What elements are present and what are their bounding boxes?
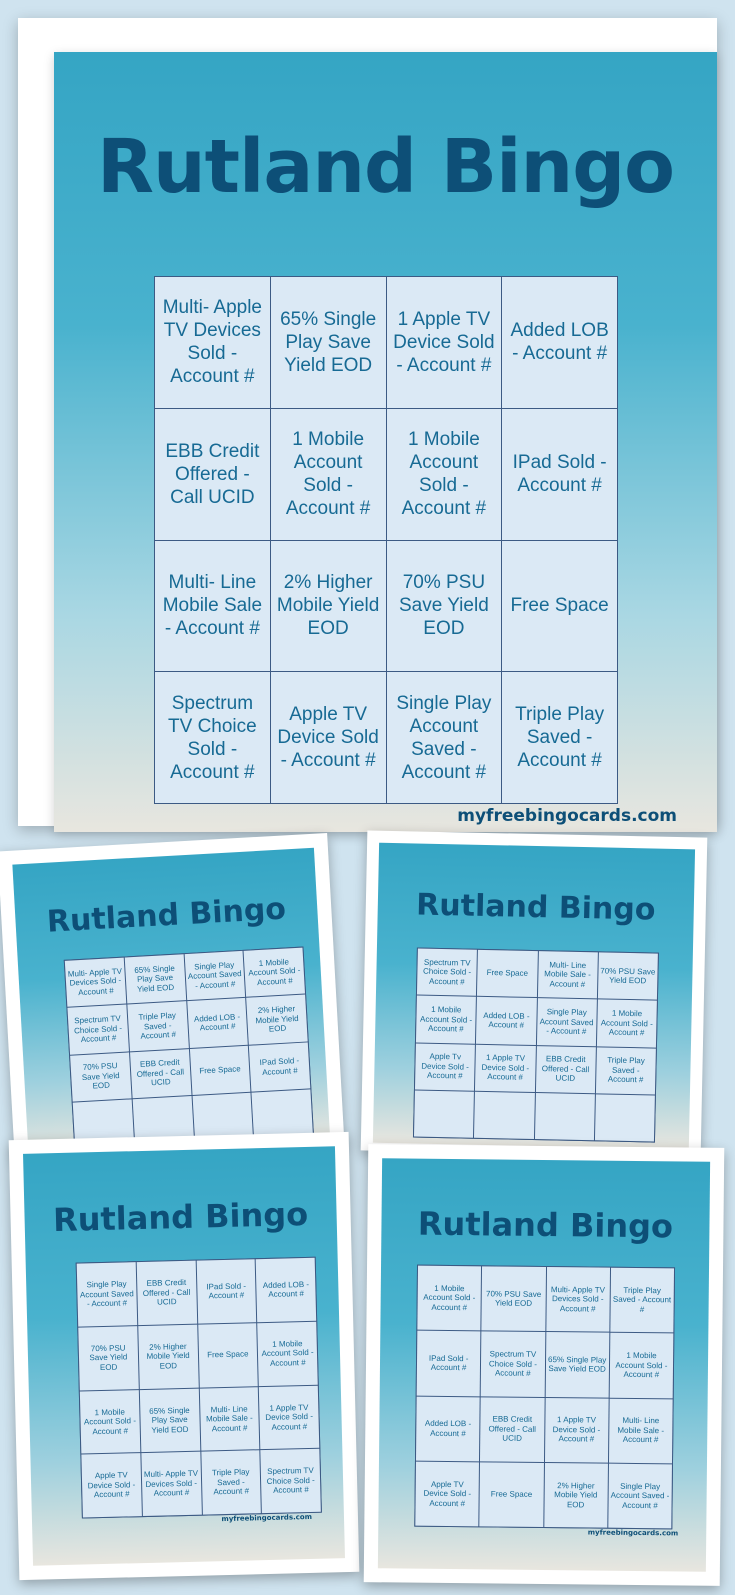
bingo-cell[interactable]: IPad Sold - Account # xyxy=(417,1331,481,1396)
bingo-cell[interactable]: Single Play Account Saved - Account # xyxy=(77,1262,137,1326)
bingo-cell[interactable]: EBB Credit Offered - Call UCID xyxy=(136,1261,196,1325)
bingo-cell[interactable]: EBB Credit Offered - Call UCID xyxy=(130,1049,191,1098)
site-credit: myfreebingocards.com xyxy=(221,1512,313,1524)
bingo-cell[interactable]: 1 Mobile Account Sold - Account # xyxy=(257,1322,317,1386)
thumbnail-bingo-grid xyxy=(413,948,659,1143)
bingo-cell[interactable]: 70% PSU Save Yield EOD xyxy=(598,952,658,999)
bingo-cell[interactable]: 2% Higher Mobile Yield EOD xyxy=(271,541,386,672)
bingo-cell[interactable]: Apple Tv Device Sold - Account # xyxy=(415,1043,475,1090)
thumbnail-bingo-grid xyxy=(64,947,314,1150)
bingo-cell[interactable]: Spectrum TV Choice Sold - Account # xyxy=(261,1449,321,1513)
bingo-cell[interactable]: Single Play Account Saved - Account # xyxy=(608,1463,672,1528)
bingo-cell[interactable]: Single Play Account Saved - Account # xyxy=(387,672,502,803)
main-bingo-card xyxy=(18,18,717,826)
bingo-cell[interactable]: 1 Apple TV Device Sold - Account # xyxy=(475,1044,535,1091)
bingo-cell[interactable]: Triple Play Saved - Account # xyxy=(502,672,617,803)
thumbnail-bingo-grid xyxy=(414,1265,675,1530)
bingo-cell[interactable]: Single Play Account Saved - Account # xyxy=(536,998,596,1045)
bingo-cell[interactable]: 1 Mobile Account Sold - Account # xyxy=(597,1000,657,1047)
bingo-cell[interactable]: 70% PSU Save Yield EOD xyxy=(78,1326,138,1390)
bingo-cell[interactable] xyxy=(534,1093,594,1140)
bingo-cell[interactable] xyxy=(595,1094,655,1141)
thumbnail-title: Rutland Bingo xyxy=(46,891,287,940)
bingo-cell[interactable]: 70% PSU Save Yield EOD xyxy=(387,541,502,672)
thumbnail-card-background xyxy=(378,1158,710,1571)
bingo-cell[interactable]: 2% Higher Mobile Yield EOD xyxy=(544,1463,608,1528)
bingo-cell[interactable]: 1 Apple TV Device Sold - Account # xyxy=(387,277,502,408)
thumbnail-card-background xyxy=(23,1146,345,1565)
bingo-cell[interactable]: Spectrum TV Choice Sold - Account # xyxy=(155,672,270,803)
bingo-cell[interactable] xyxy=(474,1092,534,1139)
thumbnail-title: Rutland Bingo xyxy=(415,887,656,928)
bingo-cell[interactable]: Added LOB - Account # xyxy=(256,1258,316,1322)
bingo-cell[interactable]: Triple Play Saved - Account # xyxy=(127,1001,188,1050)
bingo-cell[interactable]: 1 Mobile Account Sold - Account # xyxy=(80,1390,140,1454)
bingo-cell[interactable] xyxy=(252,1089,313,1138)
thumbnail-card-3[interactable] xyxy=(9,1132,360,1580)
bingo-cell[interactable]: Triple Play Saved - Account # xyxy=(596,1047,656,1094)
bingo-cell[interactable]: Added LOB - Account # xyxy=(187,998,248,1047)
thumbnail-card-1[interactable] xyxy=(0,833,344,1161)
bingo-cell[interactable]: Single Play Account Saved - Account # xyxy=(184,951,245,1000)
bingo-cell[interactable]: Multi- Apple TV Devices Sold - Account # xyxy=(546,1267,610,1332)
bingo-cell[interactable]: 70% PSU Save Yield EOD xyxy=(482,1266,546,1331)
bingo-cell-free-space[interactable]: Free Space xyxy=(502,541,617,672)
bingo-cell-free-space[interactable]: Free Space xyxy=(189,1045,250,1094)
bingo-cell[interactable]: Apple TV Device Sold - Account # xyxy=(81,1453,141,1517)
bingo-cell[interactable]: 1 Mobile Account Sold - Account # xyxy=(244,948,305,997)
bingo-cell[interactable]: 1 Mobile Account Sold - Account # xyxy=(416,996,476,1043)
thumbnail-title: Rutland Bingo xyxy=(52,1194,309,1240)
bingo-cell[interactable]: 1 Apple TV Device Sold - Account # xyxy=(259,1385,319,1449)
bingo-cell-free-space[interactable]: Free Space xyxy=(198,1323,258,1387)
bingo-cell[interactable]: Triple Play Saved - Account # xyxy=(610,1268,674,1333)
thumbnail-card-background xyxy=(12,848,330,1156)
bingo-cell[interactable]: 1 Mobile Account Sold - Account # xyxy=(609,1333,673,1398)
bingo-cell[interactable]: 1 Mobile Account Sold - Account # xyxy=(387,409,502,540)
bingo-cell[interactable]: Multi- Line Mobile Sale - Account # xyxy=(199,1387,259,1451)
page-title: Rutland Bingo xyxy=(96,124,674,210)
bingo-cell[interactable]: Multi- Apple TV Devices Sold - Account # xyxy=(155,277,270,408)
bingo-cell[interactable]: Apple TV Device Sold - Account # xyxy=(271,672,386,803)
bingo-cell[interactable]: 1 Mobile Account Sold - Account # xyxy=(417,1266,481,1331)
bingo-cell[interactable]: 65% Single Play Save Yield EOD xyxy=(271,277,386,408)
bingo-cell-free-space[interactable]: Free Space xyxy=(480,1462,544,1527)
bingo-cell[interactable]: Spectrum TV Choice Sold - Account # xyxy=(481,1332,545,1397)
thumbnail-bingo-grid xyxy=(76,1257,322,1519)
bingo-cell[interactable]: Multi- Apple TV Devices Sold - Account # xyxy=(141,1452,201,1516)
bingo-cell[interactable]: Multi- Apple TV Devices Sold - Account # xyxy=(65,958,126,1007)
bingo-cell[interactable]: Added LOB - Account # xyxy=(476,997,536,1044)
bingo-cell-free-space[interactable]: Free Space xyxy=(477,950,537,997)
bingo-cell[interactable]: 1 Apple TV Device Sold - Account # xyxy=(544,1398,608,1463)
site-credit: myfreebingocards.com xyxy=(457,806,677,826)
bingo-cell[interactable]: Multi- Line Mobile Sale - Account # xyxy=(537,951,597,998)
bingo-cell[interactable]: 2% Higher Mobile Yield EOD xyxy=(138,1324,198,1388)
bingo-cell[interactable]: Spectrum TV Choice Sold - Account # xyxy=(67,1005,128,1054)
bingo-cell[interactable]: IPad Sold - Account # xyxy=(196,1259,256,1323)
bingo-cell[interactable]: IPad Sold - Account # xyxy=(249,1042,310,1091)
bingo-cell[interactable]: 70% PSU Save Yield EOD xyxy=(70,1052,131,1101)
bingo-cell[interactable]: EBB Credit Offered - Call UCID xyxy=(535,1046,595,1093)
bingo-cell[interactable]: Added LOB - Account # xyxy=(416,1396,480,1461)
thumbnail-title: Rutland Bingo xyxy=(417,1204,674,1246)
bingo-cell[interactable]: 65% Single Play Save Yield EOD xyxy=(545,1332,609,1397)
bingo-cell[interactable]: Multi- Line Mobile Sale - Account # xyxy=(155,541,270,672)
thumbnail-card-4[interactable] xyxy=(364,1144,725,1586)
bingo-cell[interactable]: Spectrum TV Choice Sold - Account # xyxy=(417,949,477,996)
thumbnail-card-2[interactable] xyxy=(361,830,708,1157)
bingo-grid xyxy=(154,276,618,804)
bingo-cell[interactable]: Apple TV Device Sold - Account # xyxy=(415,1461,479,1526)
bingo-cell[interactable]: EBB Credit Offered - Call UCID xyxy=(480,1397,544,1462)
bingo-cell[interactable]: 65% Single Play Save Yield EOD xyxy=(124,954,185,1003)
bingo-cell[interactable]: Triple Play Saved - Account # xyxy=(201,1450,261,1514)
bingo-cell[interactable]: IPad Sold - Account # xyxy=(502,409,617,540)
thumbnail-card-background xyxy=(373,843,695,1150)
bingo-cell[interactable]: 65% Single Play Save Yield EOD xyxy=(140,1388,200,1452)
bingo-cell[interactable]: Added LOB - Account # xyxy=(502,277,617,408)
main-card-background xyxy=(54,52,717,832)
site-credit: myfreebingocards.com xyxy=(587,1528,679,1538)
bingo-cell[interactable]: 2% Higher Mobile Yield EOD xyxy=(246,995,307,1044)
bingo-cell[interactable]: 1 Mobile Account Sold - Account # xyxy=(271,409,386,540)
bingo-cell[interactable]: Multi- Line Mobile Sale - Account # xyxy=(609,1398,673,1463)
bingo-cell[interactable]: EBB Credit Offered - Call UCID xyxy=(155,409,270,540)
bingo-cell[interactable] xyxy=(414,1090,474,1137)
